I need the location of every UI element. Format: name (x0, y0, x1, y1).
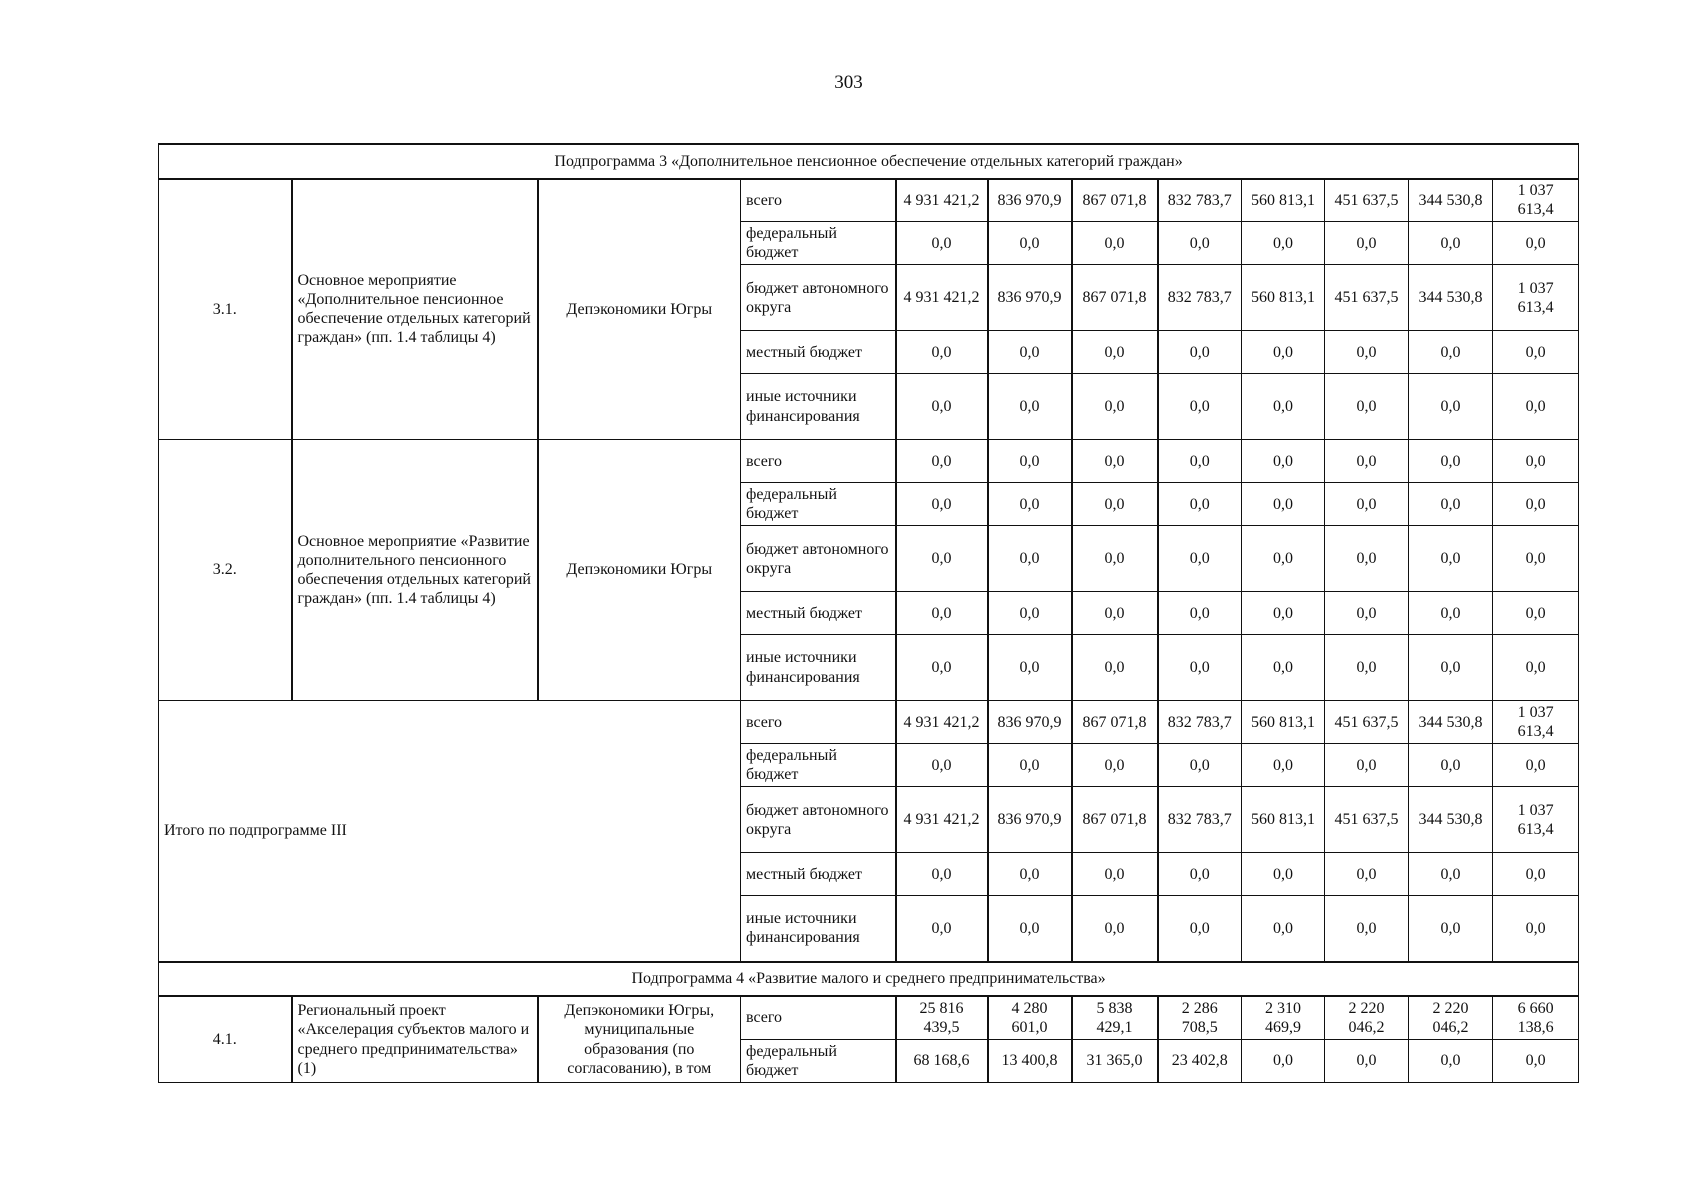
value-cell: 0,0 (1072, 331, 1158, 374)
value-cell: 0,0 (1409, 374, 1493, 440)
value-cell: 0,0 (1158, 374, 1242, 440)
page-number: 303 (834, 72, 863, 93)
source-cell: местный бюджет (741, 853, 896, 896)
value-cell: 0,0 (896, 483, 988, 526)
value-cell: 2 286 708,5 (1158, 996, 1242, 1039)
value-cell: 0,0 (1409, 744, 1493, 787)
value-cell: 0,0 (1242, 896, 1325, 962)
value-cell: 0,0 (1325, 853, 1409, 896)
value-cell: 4 931 421,2 (896, 265, 988, 331)
value-cell: 0,0 (1325, 635, 1409, 701)
value-cell: 0,0 (1242, 592, 1325, 635)
value-cell: 0,0 (1072, 896, 1158, 962)
source-cell: бюджет автономного округа (741, 787, 896, 853)
source-cell: иные источники финансирования (741, 635, 896, 701)
value-cell: 0,0 (896, 526, 988, 592)
value-cell: 31 365,0 (1072, 1039, 1158, 1082)
value-cell: 0,0 (896, 635, 988, 701)
value-cell: 867 071,8 (1072, 265, 1158, 331)
table-row (159, 701, 1579, 744)
value-cell: 344 530,8 (1409, 701, 1493, 744)
source-cell: федеральный бюджет (741, 1039, 896, 1082)
value-cell: 0,0 (1242, 222, 1325, 265)
value-cell: 0,0 (1493, 374, 1579, 440)
value-cell: 0,0 (988, 374, 1072, 440)
value-cell: 0,0 (1493, 222, 1579, 265)
value-cell: 0,0 (1409, 526, 1493, 592)
measure-number: 3.2. (159, 440, 292, 701)
value-cell: 0,0 (1242, 853, 1325, 896)
value-cell: 0,0 (1325, 592, 1409, 635)
value-cell: 0,0 (1325, 222, 1409, 265)
measure-number: 4.1. (159, 996, 292, 1082)
source-cell: местный бюджет (741, 592, 896, 635)
section-row (159, 144, 1579, 179)
value-cell: 560 813,1 (1242, 787, 1325, 853)
value-cell: 13 400,8 (988, 1039, 1072, 1082)
value-cell: 0,0 (1158, 592, 1242, 635)
value-cell: 344 530,8 (1409, 787, 1493, 853)
value-cell: 0,0 (1409, 853, 1493, 896)
value-cell: 0,0 (1242, 635, 1325, 701)
value-cell: 0,0 (988, 744, 1072, 787)
value-cell: 0,0 (1325, 440, 1409, 483)
subprogram-4-title: Подпрограмма 4 «Развитие малого и среднего предпринимательства» (159, 962, 1579, 997)
value-cell: 0,0 (988, 896, 1072, 962)
value-cell: 0,0 (896, 853, 988, 896)
value-cell: 0,0 (1325, 1039, 1409, 1082)
value-cell: 344 530,8 (1409, 179, 1493, 222)
value-cell: 2 220 046,2 (1325, 996, 1409, 1039)
value-cell: 1 037 613,4 (1493, 787, 1579, 853)
value-cell: 25 816 439,5 (896, 996, 988, 1039)
value-cell: 344 530,8 (1409, 265, 1493, 331)
measure-executor: Депэкономики Югры (538, 179, 741, 440)
value-cell: 836 970,9 (988, 787, 1072, 853)
value-cell: 0,0 (988, 853, 1072, 896)
table-row (159, 996, 1579, 1039)
measure-executor: Депэкономики Югры (538, 440, 741, 701)
value-cell: 0,0 (1242, 374, 1325, 440)
value-cell: 0,0 (896, 222, 988, 265)
value-cell: 1 037 613,4 (1493, 265, 1579, 331)
value-cell: 0,0 (1493, 896, 1579, 962)
value-cell: 0,0 (1072, 440, 1158, 483)
value-cell: 867 071,8 (1072, 179, 1158, 222)
value-cell: 0,0 (1325, 331, 1409, 374)
value-cell: 4 931 421,2 (896, 179, 988, 222)
value-cell: 0,0 (1409, 483, 1493, 526)
measure-name: Основное мероприятие «Развитие дополнительного пенсионного обеспечения отдельных категорий граждан» (пп. 1.4 таблицы 4) (292, 440, 538, 701)
value-cell: 0,0 (988, 222, 1072, 265)
value-cell: 0,0 (1493, 635, 1579, 701)
value-cell: 2 220 046,2 (1409, 996, 1493, 1039)
value-cell: 0,0 (988, 331, 1072, 374)
value-cell: 0,0 (1493, 744, 1579, 787)
value-cell: 0,0 (988, 440, 1072, 483)
value-cell: 832 783,7 (1158, 701, 1242, 744)
value-cell: 832 783,7 (1158, 265, 1242, 331)
value-cell: 0,0 (1158, 896, 1242, 962)
value-cell: 0,0 (988, 526, 1072, 592)
value-cell: 0,0 (1072, 222, 1158, 265)
value-cell: 0,0 (1409, 896, 1493, 962)
value-cell: 0,0 (1409, 592, 1493, 635)
value-cell: 451 637,5 (1325, 265, 1409, 331)
value-cell: 23 402,8 (1158, 1039, 1242, 1082)
value-cell: 0,0 (1409, 331, 1493, 374)
value-cell: 0,0 (1409, 1039, 1493, 1082)
value-cell: 4 931 421,2 (896, 787, 988, 853)
value-cell: 5 838 429,1 (1072, 996, 1158, 1039)
value-cell: 0,0 (988, 483, 1072, 526)
value-cell: 6 660 138,6 (1493, 996, 1579, 1039)
value-cell: 560 813,1 (1242, 265, 1325, 331)
value-cell: 867 071,8 (1072, 701, 1158, 744)
value-cell: 0,0 (1325, 526, 1409, 592)
value-cell: 0,0 (1493, 1039, 1579, 1082)
value-cell: 0,0 (1158, 483, 1242, 526)
value-cell: 0,0 (1325, 483, 1409, 526)
value-cell: 0,0 (896, 440, 988, 483)
value-cell: 836 970,9 (988, 265, 1072, 331)
source-cell: местный бюджет (741, 331, 896, 374)
source-cell: всего (741, 179, 896, 222)
source-cell: всего (741, 440, 896, 483)
value-cell: 1 037 613,4 (1493, 701, 1579, 744)
value-cell: 0,0 (988, 592, 1072, 635)
value-cell: 0,0 (1158, 440, 1242, 483)
value-cell: 1 037 613,4 (1493, 179, 1579, 222)
value-cell: 0,0 (1158, 222, 1242, 265)
value-cell: 0,0 (1072, 635, 1158, 701)
measure-number: 3.1. (159, 179, 292, 440)
value-cell: 0,0 (896, 744, 988, 787)
source-cell: федеральный бюджет (741, 483, 896, 526)
value-cell: 0,0 (1409, 440, 1493, 483)
value-cell: 0,0 (1242, 483, 1325, 526)
value-cell: 0,0 (1242, 526, 1325, 592)
value-cell: 0,0 (1072, 483, 1158, 526)
section-row (159, 962, 1579, 997)
measure-executor: Депэкономики Югры, муниципальные образования (по согласованию), в том (538, 996, 741, 1082)
value-cell: 832 783,7 (1158, 787, 1242, 853)
table-row (159, 440, 1579, 483)
subprogram-3-title: Подпрограмма 3 «Дополнительное пенсионное обеспечение отдельных категорий граждан» (159, 144, 1579, 179)
value-cell: 0,0 (988, 635, 1072, 701)
source-cell: иные источники финансирования (741, 374, 896, 440)
value-cell: 0,0 (1493, 483, 1579, 526)
value-cell: 0,0 (896, 592, 988, 635)
value-cell: 0,0 (1325, 744, 1409, 787)
value-cell: 0,0 (1493, 331, 1579, 374)
value-cell: 0,0 (1325, 896, 1409, 962)
subprogram-total-label: Итого по подпрограмме III (159, 701, 741, 962)
source-cell: федеральный бюджет (741, 222, 896, 265)
value-cell: 832 783,7 (1158, 179, 1242, 222)
value-cell: 451 637,5 (1325, 179, 1409, 222)
measure-name: Основное мероприятие «Дополнительное пенсионное обеспечение отдельных категорий граждан» (пп. 1.4 таблицы 4) (292, 179, 538, 440)
value-cell: 0,0 (1242, 440, 1325, 483)
value-cell: 0,0 (896, 374, 988, 440)
value-cell: 0,0 (1242, 1039, 1325, 1082)
source-cell: бюджет автономного округа (741, 265, 896, 331)
value-cell: 836 970,9 (988, 179, 1072, 222)
value-cell: 0,0 (1325, 374, 1409, 440)
value-cell: 0,0 (1493, 592, 1579, 635)
source-cell: федеральный бюджет (741, 744, 896, 787)
value-cell: 836 970,9 (988, 701, 1072, 744)
value-cell: 0,0 (896, 331, 988, 374)
value-cell: 0,0 (1409, 222, 1493, 265)
value-cell: 0,0 (1072, 853, 1158, 896)
value-cell: 0,0 (1242, 331, 1325, 374)
value-cell: 0,0 (1158, 526, 1242, 592)
value-cell: 0,0 (1409, 635, 1493, 701)
source-cell: иные источники финансирования (741, 896, 896, 962)
value-cell: 0,0 (1072, 744, 1158, 787)
value-cell: 0,0 (1072, 592, 1158, 635)
value-cell: 451 637,5 (1325, 701, 1409, 744)
value-cell: 0,0 (1493, 440, 1579, 483)
value-cell: 2 310 469,9 (1242, 996, 1325, 1039)
value-cell: 0,0 (1072, 526, 1158, 592)
value-cell: 0,0 (1242, 744, 1325, 787)
value-cell: 560 813,1 (1242, 179, 1325, 222)
value-cell: 0,0 (1072, 374, 1158, 440)
value-cell: 867 071,8 (1072, 787, 1158, 853)
source-cell: бюджет автономного округа (741, 526, 896, 592)
value-cell: 451 637,5 (1325, 787, 1409, 853)
value-cell: 560 813,1 (1242, 701, 1325, 744)
measure-name: Региональный проект «Акселерация субъектов малого и среднего предпринимательства» (1) (292, 996, 538, 1082)
value-cell: 4 931 421,2 (896, 701, 988, 744)
table-row (159, 179, 1579, 222)
value-cell: 68 168,6 (896, 1039, 988, 1082)
value-cell: 0,0 (1493, 526, 1579, 592)
value-cell: 0,0 (1158, 635, 1242, 701)
value-cell: 0,0 (1158, 331, 1242, 374)
source-cell: всего (741, 701, 896, 744)
value-cell: 0,0 (1493, 853, 1579, 896)
value-cell: 0,0 (1158, 744, 1242, 787)
source-cell: всего (741, 996, 896, 1039)
financing-table (158, 143, 1579, 1083)
value-cell: 0,0 (896, 896, 988, 962)
value-cell: 4 280 601,0 (988, 996, 1072, 1039)
value-cell: 0,0 (1158, 853, 1242, 896)
